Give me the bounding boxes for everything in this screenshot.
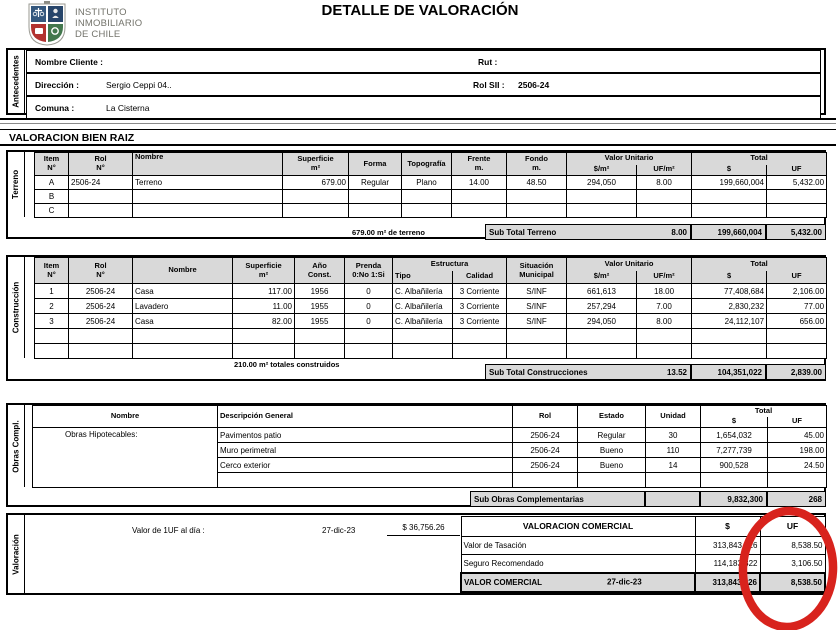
cell: C. Albañilería (393, 284, 453, 299)
valor-comercial-date: 27-dic-23 (607, 577, 642, 587)
logo-text-line: INMOBILIARIO (75, 18, 143, 29)
table-row (35, 299, 827, 314)
rol-sii-value: 2506-24 (518, 79, 550, 90)
cell: 24,112,107 (692, 314, 767, 329)
column-header: $ (701, 417, 768, 428)
cell: Casa (133, 314, 233, 329)
column-header: Topografía (402, 153, 452, 176)
column-header: Estado (578, 406, 646, 428)
column-header: Item N° (35, 258, 69, 284)
table-row (35, 314, 827, 329)
terreno-table (34, 152, 827, 218)
page-title: DETALLE DE VALORACIÓN (321, 2, 519, 19)
column-header: Rol N° (69, 258, 133, 284)
subtotal-construcciones (485, 364, 691, 380)
subtotal-label: Sub Obras Complementarias (474, 494, 584, 504)
table-row (35, 190, 827, 204)
cell: 294,050 (567, 314, 637, 329)
seguro-pesos: 114,183,322 (695, 555, 760, 573)
cell: 14.00 (452, 176, 507, 190)
table-row (461, 573, 825, 592)
terreno-section (6, 150, 826, 239)
table-row (461, 555, 825, 573)
subtotal-obras-empty (645, 491, 700, 507)
column-header: Estructura (393, 258, 507, 271)
cell: Pavimentos patio (218, 428, 513, 443)
cell: 1 (35, 284, 69, 299)
cell: S/INF (507, 284, 567, 299)
column-header: Tipo (393, 271, 453, 284)
subtotal-ufm2: 13.52 (666, 367, 687, 377)
antecedentes-section (6, 48, 826, 115)
cell: Bueno (578, 458, 646, 473)
cell: 45.00 (768, 428, 827, 443)
subtotal-obras-uf: 268 (767, 491, 826, 507)
column-header: Total (692, 153, 827, 165)
cell: B (35, 190, 69, 204)
cell: 199,660,004 (692, 176, 767, 190)
column-header: Fondo m. (507, 153, 567, 176)
column-header: Frente m. (452, 153, 507, 176)
cell: 30 (646, 428, 701, 443)
cell: 900,528 (701, 458, 768, 473)
cell: 77,408,684 (692, 284, 767, 299)
cell: 0 (345, 284, 393, 299)
uf-day-label: Valor de 1UF al día : (132, 526, 205, 535)
cell: 1,654,032 (701, 428, 768, 443)
table-row (33, 428, 827, 443)
column-header: UF/m² (637, 165, 692, 176)
cell: Regular (349, 176, 402, 190)
cell: 2506-24 (513, 458, 578, 473)
column-header: Unidad (646, 406, 701, 428)
column-header: Superficie m² (233, 258, 295, 284)
valoracion-section-label (8, 515, 25, 593)
bien-raiz-section-title: VALORACION BIEN RAIZ (0, 129, 836, 146)
cell: Obras Hipotecables: (33, 428, 218, 488)
valoracion-comercial-table (460, 516, 826, 593)
column-header: $ (695, 517, 760, 537)
cell: Plano (402, 176, 452, 190)
construccion-area-total (234, 360, 339, 369)
subtotal-obras-pesos: 9,832,300 (700, 491, 767, 507)
cell: 1955 (295, 314, 345, 329)
cell: 2506-24 (69, 314, 133, 329)
antecedentes-section-label (8, 50, 25, 113)
subtotal-label: Sub Total Construcciones (489, 367, 588, 377)
cell: 1955 (295, 299, 345, 314)
construccion-section (6, 255, 826, 381)
cell: Muro perimetral (218, 443, 513, 458)
cell: S/INF (507, 299, 567, 314)
cell: 14 (646, 458, 701, 473)
obras-table (32, 405, 827, 488)
cell: 7,277,739 (701, 443, 768, 458)
valor-comercial-pesos: 313,843,326 (695, 573, 760, 592)
valor-comercial-cell (461, 573, 695, 592)
construccion-area-value: 210.00 (234, 360, 257, 369)
column-header: Valor Unitario (567, 153, 692, 165)
column-header: Forma (349, 153, 402, 176)
cell: 24.50 (768, 458, 827, 473)
seguro-label: Seguro Recomendado (461, 555, 695, 573)
cell: 2 (35, 299, 69, 314)
subtotal-terreno-pesos: 199,660,004 (691, 224, 766, 240)
column-header: $ (692, 165, 767, 176)
cell: 77.00 (767, 299, 827, 314)
column-header: Nombre (33, 406, 218, 428)
cell: 3 Corriente (453, 314, 507, 329)
address-row (26, 73, 821, 96)
logo-text-line: INSTITUTO (75, 7, 127, 18)
uf-day-value: $ 36,756.26 (387, 523, 460, 536)
column-header: Año Const. (295, 258, 345, 284)
column-header: Total (692, 258, 827, 271)
divider-line (0, 123, 836, 124)
column-header: $/m² (567, 271, 637, 284)
subtotal-terreno (485, 224, 691, 240)
subtotal-ufm2: 8.00 (671, 227, 687, 237)
section-label-text: Antecedentes (11, 55, 21, 108)
cell: Casa (133, 284, 233, 299)
cell: 257,294 (567, 299, 637, 314)
cell: 1956 (295, 284, 345, 299)
nombre-cliente-label: Nombre Cliente : (35, 56, 104, 67)
column-header: Descripción General (218, 406, 513, 428)
cell: 3 (35, 314, 69, 329)
subtotal-label: Sub Total Terreno (489, 227, 557, 237)
cell: 82.00 (233, 314, 295, 329)
obras-section (6, 403, 826, 507)
uf-day-date: 27-dic-23 (322, 526, 356, 535)
cell: 198.00 (768, 443, 827, 458)
column-header: $/m² (567, 165, 637, 176)
cell: 2506-24 (69, 284, 133, 299)
section-label-text: Terreno (11, 169, 21, 200)
terreno-area-label: m² de terreno (377, 228, 425, 237)
column-header: UF (767, 271, 827, 284)
cell: 679.00 (283, 176, 349, 190)
cell: 2506-24 (513, 443, 578, 458)
seguro-uf: 3,106.50 (760, 555, 825, 573)
cell: S/INF (507, 314, 567, 329)
subtotal-terreno-uf: 5,432.00 (766, 224, 826, 240)
terreno-area-value: 679.00 (352, 228, 375, 237)
cell: 661,613 (567, 284, 637, 299)
section-label-text: Obras Compl. (11, 419, 21, 473)
column-header: Nombre (133, 153, 283, 176)
column-header: Prenda 0:No 1:Si (345, 258, 393, 284)
direccion-label: Dirección : (35, 79, 79, 90)
column-header: Rol (513, 406, 578, 428)
column-header: $ (692, 271, 767, 284)
cell: 8.00 (637, 176, 692, 190)
cell: Regular (578, 428, 646, 443)
column-header: Valor Unitario (567, 258, 692, 271)
column-header: UF (768, 417, 827, 428)
subtotal-construcciones-pesos: 104,351,022 (691, 364, 766, 380)
valor-comercial-label: VALOR COMERCIAL (464, 577, 543, 587)
comuna-row (26, 96, 821, 119)
column-header: Nombre (133, 258, 233, 284)
tasacion-pesos: 313,843,326 (695, 537, 760, 555)
rol-sii-label: Rol SII : (473, 79, 505, 90)
cell: Bueno (578, 443, 646, 458)
table-row (35, 329, 827, 344)
divider-line (0, 118, 836, 120)
column-header: Calidad (453, 271, 507, 284)
cell: 7.00 (637, 299, 692, 314)
cell: 0 (345, 299, 393, 314)
cell: Lavadero (133, 299, 233, 314)
tasacion-uf: 8,538.50 (760, 537, 825, 555)
obras-section-label (8, 405, 25, 487)
table-row (35, 204, 827, 218)
direccion-value: Sergio Ceppi 04.. (106, 79, 172, 90)
cell: C. Albañilería (393, 314, 453, 329)
cell: Terreno (133, 176, 283, 190)
cell: 0 (345, 314, 393, 329)
section-label-text: Construcción (11, 281, 21, 334)
cell: 294,050 (567, 176, 637, 190)
terreno-section-label (8, 152, 25, 217)
terreno-area-total (352, 228, 425, 237)
cell: C. Albañilería (393, 299, 453, 314)
tasacion-label: Valor de Tasación (461, 537, 695, 555)
comuna-label: Comuna : (35, 102, 75, 113)
table-row (35, 284, 827, 299)
cell: 2,830,232 (692, 299, 767, 314)
cell: 11.00 (233, 299, 295, 314)
rut-label: Rut : (478, 56, 498, 67)
valor-comercial-uf: 8,538.50 (760, 573, 825, 592)
construccion-section-label (8, 257, 25, 358)
subtotal-obras (470, 491, 645, 507)
column-header: Item N° (35, 153, 69, 176)
column-header: VALORACION COMERCIAL (461, 517, 695, 537)
cell: 8.00 (637, 314, 692, 329)
cell: 2506-24 (69, 176, 133, 190)
client-name-row (26, 50, 821, 73)
cell: 48.50 (507, 176, 567, 190)
column-header: Situación Municipal (507, 258, 567, 284)
table-row (35, 176, 827, 190)
construccion-area-label: m² totales construidos (259, 360, 340, 369)
cell: 117.00 (233, 284, 295, 299)
column-header: Rol N° (69, 153, 133, 176)
section-label-text: Valoración (11, 533, 21, 575)
column-header: UF (767, 165, 827, 176)
comuna-value: La Cisterna (106, 102, 150, 113)
cell: 5,432.00 (767, 176, 827, 190)
table-row (35, 344, 827, 359)
subtotal-construcciones-uf: 2,839.00 (766, 364, 826, 380)
cell: C (35, 204, 69, 218)
cell: 656.00 (767, 314, 827, 329)
cell: 18.00 (637, 284, 692, 299)
cell: 3 Corriente (453, 284, 507, 299)
cell: Cerco exterior (218, 458, 513, 473)
column-header: Total (701, 406, 827, 417)
cell: A (35, 176, 69, 190)
cell: 2506-24 (69, 299, 133, 314)
column-header: UF/m² (637, 271, 692, 284)
table-row (461, 537, 825, 555)
logo-text-line: DE CHILE (75, 29, 121, 40)
cell: 110 (646, 443, 701, 458)
valoracion-section (6, 513, 826, 595)
column-header: UF (760, 517, 825, 537)
construccion-table (34, 257, 827, 359)
column-header: Superficie m² (283, 153, 349, 176)
cell: 3 Corriente (453, 299, 507, 314)
cell: 2506-24 (513, 428, 578, 443)
cell: 2,106.00 (767, 284, 827, 299)
